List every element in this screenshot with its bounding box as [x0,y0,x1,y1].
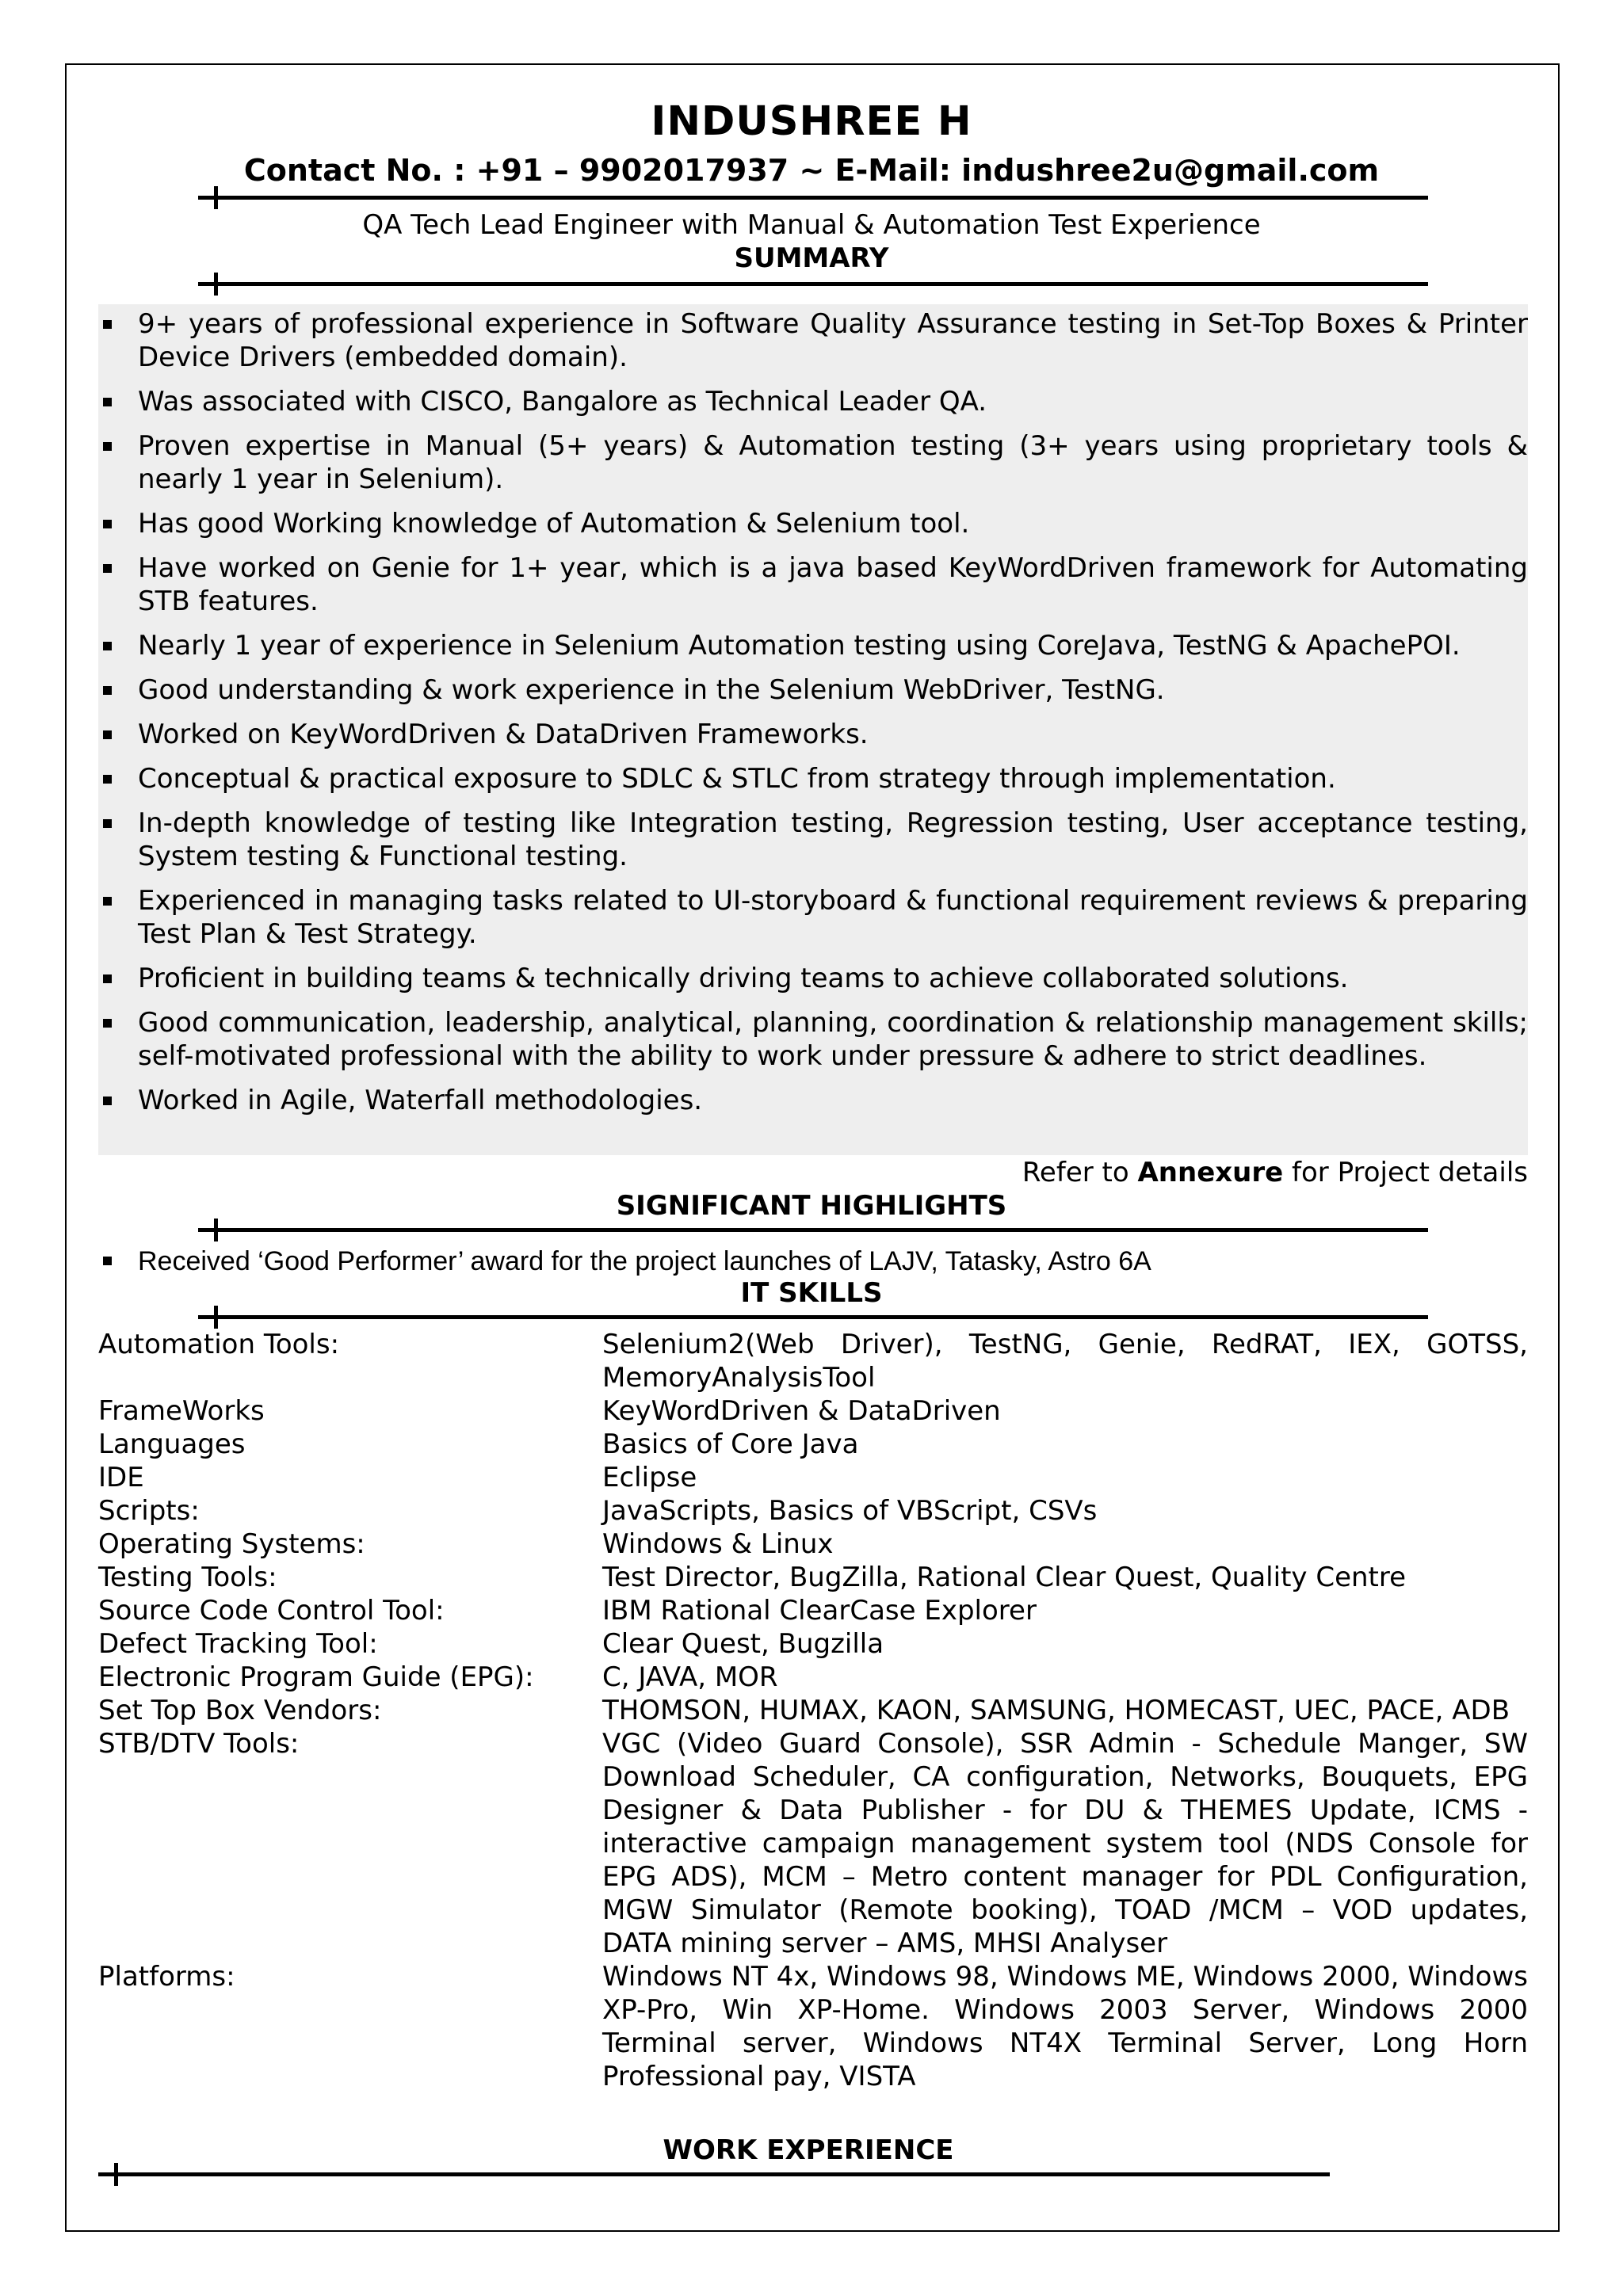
section-title-work-experience: WORK EXPERIENCE [663,2134,954,2166]
divider-work-experience [98,2172,1330,2176]
summary-item: Nearly 1 year of experience in Selenium Automation testing using CoreJava, TestNG & ApachePOI. [98,629,1528,662]
contact-line: Contact No. : +91 – 9902017937 ~ E-Mail: indushree2u@gmail.com [243,153,1380,188]
skill-row [98,1494,1528,1527]
skill-label: FrameWorks [98,1395,265,1427]
summary-item: Conceptual & practical exposure to SDLC & STLC from strategy through implementation. [98,762,1528,795]
bullet-icon [103,974,112,983]
section-title-summary: SUMMARY [734,242,889,274]
skill-label: Operating Systems: [98,1528,365,1560]
summary-item: Experienced in managing tasks related to UI-storyboard & functional requirement reviews & preparing Test Plan & Test Strategy. [98,884,1528,951]
bullet-icon [103,1257,112,1265]
summary-item: In-depth knowledge of testing like Integration testing, Regression testing, User acceptance testing, System testing & Functional testing. [98,807,1528,873]
summary-item: Proven expertise in Manual (5+ years) & Automation testing (3+ years using proprietary tools & nearly 1 year in Selenium). [98,429,1528,496]
skill-label: IDE [98,1462,144,1493]
profile-tagline: QA Tech Lead Engineer with Manual & Automation Test Experience [362,209,1261,241]
bullet-icon [103,442,112,451]
skill-value: Test Director, BugZilla, Rational Clear Quest, Quality Centre [602,1562,1407,1593]
bullet-icon [103,564,112,573]
summary-item: Good understanding & work experience in the Selenium WebDriver, TestNG. [98,673,1528,707]
highlight-item: Received ‘Good Performer’ award for the project launches of LAJV, Tatasky, Astro 6A [98,1244,1151,1279]
skill-row [98,1328,1528,1394]
bullet-icon [103,730,112,739]
skill-row [98,1627,1528,1661]
skill-value: Windows & Linux [602,1528,834,1560]
bullet-icon [103,642,112,650]
bullet-icon [103,1097,112,1105]
section-title-highlights: SIGNIFICANT HIGHLIGHTS [616,1190,1007,1222]
divider-header [198,196,1428,200]
summary-list [98,307,1528,1117]
bullet-icon [103,819,112,828]
skill-label: Automation Tools: [98,1329,340,1360]
skill-row [98,1661,1528,1694]
skill-label: Scripts: [98,1495,200,1527]
summary-item: Worked in Agile, Waterfall methodologies. [98,1084,1528,1117]
divider-highlights [198,1228,1428,1232]
bullet-icon [103,897,112,906]
skill-row [98,1694,1528,1727]
summary-item: Proficient in building teams & technically driving teams to achieve collaborated solutions. [98,962,1528,995]
skill-value: Basics of Core Java [602,1428,859,1460]
bullet-icon [103,320,112,329]
skill-label: Languages [98,1428,246,1460]
skill-value: IBM Rational ClearCase Explorer [602,1595,1037,1627]
skill-row [98,1428,1528,1461]
skill-row [98,1594,1528,1627]
skill-row [98,1960,1528,2093]
skill-label: STB/DTV Tools: [98,1728,300,1760]
bullet-icon [103,1019,112,1028]
divider-summary [198,282,1428,286]
skill-label: Set Top Box Vendors: [98,1695,382,1726]
skill-row [98,1394,1528,1428]
it-skills-table [98,1328,1528,2093]
skill-label: Defect Tracking Tool: [98,1628,378,1660]
summary-item: Have worked on Genie for 1+ year, which is a java based KeyWordDriven framework for Automating STB features. [98,551,1528,618]
candidate-name: INDUSHREE H [651,98,972,145]
skill-row [98,1527,1528,1561]
skill-value: THOMSON, HUMAX, KAON, SAMSUNG, HOMECAST, UEC, PACE, ADB [602,1695,1510,1726]
summary-item: 9+ years of professional experience in Software Quality Assurance testing in Set-Top Boxes & Printer Device Drivers (embedded domain). [98,307,1528,374]
skill-value: JavaScripts, Basics of VBScript, CSVs [602,1495,1098,1527]
summary-item: Worked on KeyWordDriven & DataDriven Frameworks. [98,718,1528,751]
skill-value: Windows NT 4x, Windows 98, Windows ME, Windows 2000, Windows XP-Pro, Win XP-Home. Windows 2003 Server, Windows 2000 Terminal server, Windows NT4X Terminal Server, Long Horn Professional pay, VISTA [602,1961,1528,2092]
section-title-it-skills: IT SKILLS [740,1277,883,1309]
skill-row [98,1727,1528,1960]
divider-it-skills [198,1315,1428,1319]
annexure-note: Refer to Annexure for Project details [1022,1157,1528,1188]
skill-value: KeyWordDriven & DataDriven [602,1395,1001,1427]
bullet-icon [103,775,112,784]
skill-label: Testing Tools: [98,1562,277,1593]
skill-value: C, JAVA, MOR [602,1661,778,1693]
summary-item: Has good Working knowledge of Automation & Selenium tool. [98,507,1528,540]
skill-label: Source Code Control Tool: [98,1595,445,1627]
skill-label: Electronic Program Guide (EPG): [98,1661,534,1693]
bullet-icon [103,686,112,695]
skill-value: Eclipse [602,1462,697,1493]
skill-value: VGC (Video Guard Console), SSR Admin - Schedule Manger, SW Download Scheduler, CA configuration, Networks, Bouquets, EPG Designer & Data Publisher - for DU & THEMES Update, ICMS - interactive campaign management system tool (NDS Console for EPG ADS), MCM – Metro content manager for PDL Configuration, MGW Simulator (Remote booking), TOAD /MCM – VOD updates, DATA mining server – AMS, MHSI Analyser [602,1728,1528,1959]
bullet-icon [103,520,112,528]
skill-value: Selenium2(Web Driver), TestNG, Genie, RedRAT, IEX, GOTSS, MemoryAnalysisTool [602,1329,1528,1394]
summary-item: Good communication, leadership, analytical, planning, coordination & relationship management skills; self-motivated professional with the ability to work under pressure & adhere to strict deadlines. [98,1006,1528,1073]
skill-label: Platforms: [98,1961,235,1993]
summary-item: Was associated with CISCO, Bangalore as Technical Leader QA. [98,385,1528,418]
skill-row [98,1561,1528,1594]
skill-row [98,1461,1528,1494]
skill-value: Clear Quest, Bugzilla [602,1628,884,1660]
bullet-icon [103,398,112,406]
